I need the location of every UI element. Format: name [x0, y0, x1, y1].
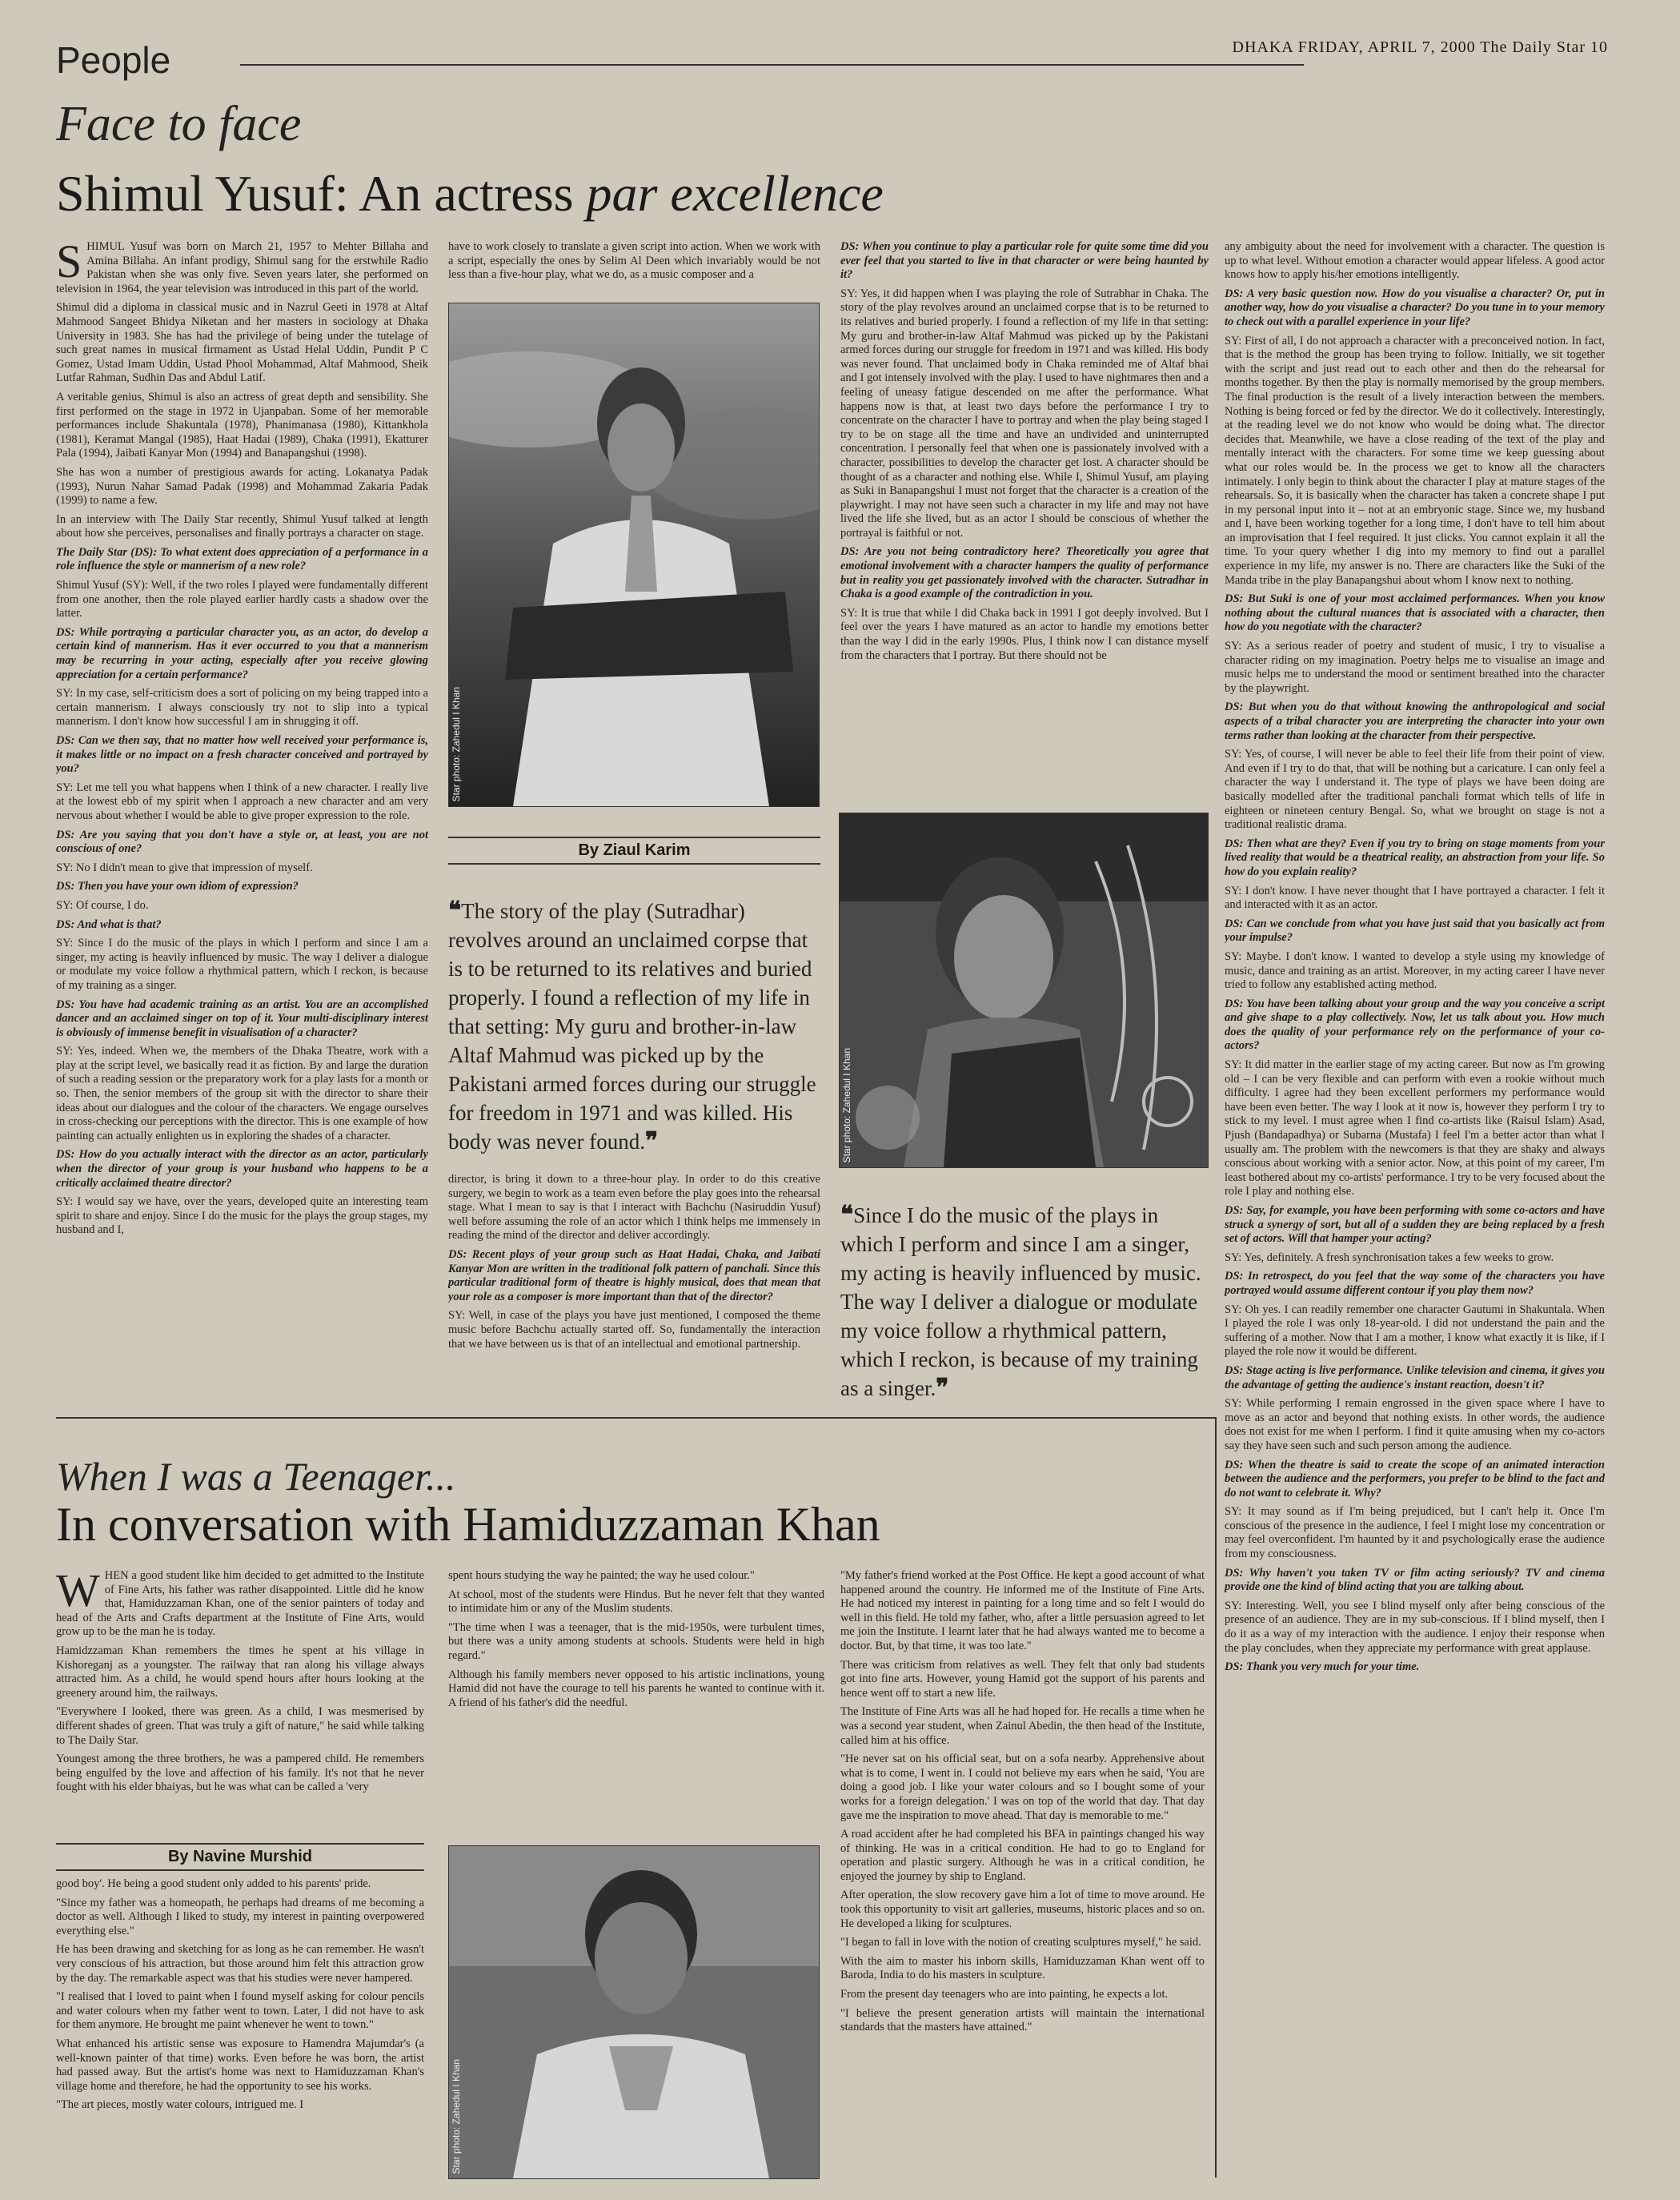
- body-paragraph: good boy'. He being a good student only added to his parents' pride.: [56, 1877, 371, 1890]
- interview-question: DS: When you continue to play a particular role for quite some time did you ever feel that you started to live in that character or were being haunted by it?: [840, 240, 1209, 282]
- body-paragraph: "The time when I was a teenager, that is the mid-1950s, were turbulent times, but there was a unity among students at schools. Students were held in high regard.": [448, 1620, 824, 1662]
- story2-column-3: [840, 1569, 1205, 2178]
- interview-answer: SY: Yes, of course, I will never be able to feel their life from their point of view. And even if I try to do that, that will be nothing but a caricature. I can only feel a character the way I understand it. The type of plays we have been doing are basically modelled after the traditional panchali format which tells of life in eighteen or nineteen century Bengal. So, what we brought on stage is not a traditional realistic drama.: [1225, 748, 1605, 832]
- drop-cap: S: [56, 240, 82, 287]
- body-paragraph: HEN a good student like him decided to get admitted to the Institute of Fine Arts, his father was rather disappointed. Little did he know that, Hamiduzzaman Khan, one of the senior painters of today and head of the Arts and Crafts department at the Institute of Fine Arts, would grow up to be the man he is today.: [56, 1569, 424, 1639]
- interview-question: DS: How do you actually interact with the director as an actor, particularly when the director of your group is your husband who happens to be a critically acclaimed theatre director?: [56, 1148, 428, 1190]
- pull-quote-1-text: The story of the play (Sutradhar) revolves around an unclaimed corpse that is to be returned to its relatives and buried properly. I found a reflection of my life in that setting: My guru and brother-in-law Altaf Mahmud was picked up by the Pakistani armed forces during our struggle for freedom in 1971 and was killed. His body was never found.: [448, 899, 816, 1154]
- photo-2-credit: Star photo: Zahedul I Khan: [841, 1047, 852, 1162]
- masthead-rule: [240, 64, 1304, 66]
- interview-answer: SY: Let me tell you what happens when I think of a new character. I really live at the lowest ebb of my spirit when I approach a new character and am very nervous about whether I would be able to give proper expression to the role.: [56, 781, 428, 822]
- photo-hamiduzzaman-khan: [448, 1845, 820, 2179]
- body-paragraph: Although his family members never opposed to his artistic inclinations, young Hamid did not have the courage to tell his parents he wanted to continue with it. A friend of his father's did the needful.: [448, 1668, 824, 1709]
- interview-answer: SY: Maybe. I don't know. I wanted to develop a style using my knowledge of music, dance and training as an artist. Moreover, in my acting career I have never tried to follow any established acting method.: [1225, 949, 1605, 992]
- pull-quote-1: [448, 897, 816, 1156]
- interview-question: The Daily Star (DS): To what extent does appreciation of a performance in a role influence the style or mannerism of a new role?: [56, 545, 428, 573]
- interview-answer: SY: Well, in case of the plays you have just mentioned, I composed the theme music before Bachchu actually started off. So, fundamentally the interaction that we have between us is that of an intellectual and emotional partnership.: [448, 1309, 820, 1351]
- body-paragraph: "The art pieces, mostly water colours, intrigued me. I: [56, 2098, 304, 2112]
- interview-question: DS: Can we conclude from what you have just said that you basically act from your impulse?: [1225, 917, 1605, 945]
- interview-answer: SY: It may sound as if I'm being prejudiced, but I can't help it. Once I'm conscious of the presence in the audience, I feel I might lose my concentration or may feel overconfident. I'm haunted by it and psychologically erase the audience from my consciousness.: [1225, 1505, 1605, 1561]
- interview-question: DS: While portraying a particular character you, as an actor, do develop a certain kind of mannerism. Has it ever occurred to you that a mannerism may be recurring in your acting, especially after you receive glowing appreciation for a certain performance?: [56, 625, 428, 681]
- headline-main: Shimul Yusuf: An actress: [56, 165, 574, 222]
- masthead: [56, 32, 1608, 80]
- interview-question: DS: Are you not being contradictory here? Theoretically you agree that emotional involvement with a character hampers the quality of performance but in reality you get passionately involved with the character. Sutradhar in Chaka is a good example of the contradiction in you.: [840, 545, 1209, 601]
- dateline: DHAKA FRIDAY, APRIL 7, 2000 The Daily Star 10: [1232, 38, 1608, 56]
- body-paragraph: "He never sat on his official seat, but on a sofa nearby. Apprehensive about what is to come, I went in. I could not believe my ears when he said, 'You are doing a good job. I like your water colours and so I bought some of your works for a foreign delegation.' I was on top of the world that day. That day gave me the inspiration to move ahead. That day is memorable to me.": [840, 1752, 1205, 1822]
- body-paragraph: HIMUL Yusuf was born on March 21, 1957 to Mehter Billaha and Amina Billaha. An infant prodigy, Shimul sang for the erstwhile Radio Pakistan when she was only five. Seven years later, she performed on television in 1964, the year television was introduced in this part of the world.: [56, 240, 428, 295]
- interview-question: DS: Stage acting is live performance. Unlike television and cinema, it gives you the advantage of getting the audience's instant reaction, doesn't it?: [1225, 1363, 1605, 1391]
- photo-3-image: [449, 1846, 819, 2178]
- story2-column-1: [56, 1569, 424, 1841]
- story1-column-1: [56, 240, 428, 1401]
- interview-question: DS: Then what are they? Even if you try to bring on stage moments from your lived reality that would be a theatrical reality, an abstraction from your life. So how do you explain reality?: [1225, 837, 1605, 878]
- body-paragraph: What enhanced his artistic sense was exposure to Hamendra Majumdar's (a well-known painter of that time) works. Even before he was born, the artist had passed away. But the artist's home was next to Hamiduzzaman Khan's village home and therefore, he had the opportunity to see his works.: [56, 2037, 424, 2093]
- body-paragraph: A road accident after he had completed his BFA in paintings changed his way of thinking. He was in a critical condition. He had to go to England for operation and plastic surgery. Although he was in a critical condition, he enjoyed the journey by ship to England.: [840, 1828, 1205, 1883]
- interview-answer: SY: I don't know. I have never thought that I have portrayed a character. I felt it and interacted with it as an actor.: [1225, 884, 1605, 912]
- story1-kicker: Face to face: [56, 97, 302, 151]
- interview-question: DS: You have had academic training as an artist. You are an accomplished dancer and an acclaimed singer on top of it. Your multi-disciplinary interest is obviously of immense benefit in visualisation of a character?: [56, 998, 428, 1039]
- photo-shimul-yusuf-2: [839, 813, 1209, 1168]
- drop-cap: W: [56, 1569, 100, 1616]
- body-paragraph: A veritable genius, Shimul is also an actress of great depth and sensibility. She first performed on the stage in 1972 in Ujanpaban. Some of her memorable performances include Shakuntala (1978), Phanimanasa (1980), Kittankhola (1981), Keramat Mangal (1985), Haat Hadai (1989), Chaka (1991), Ekatturer Pala (1994), Jaibati Kanyar Mon (1994) and Banapangshui (1998).: [56, 390, 428, 460]
- body-paragraph: director, is bring it down to a three-hour play. In order to do this creative surgery, we begin to work as a team even before the play goes into the rehearsal stage. What I mean to say is that I interact with Bachchu (Nasiruddin Yusuf) well before assuming the role of an actor which I think helps me immensely in reading the mind of the director and deliver accordingly.: [448, 1173, 820, 1243]
- body-paragraph: After operation, the slow recovery gave him a lot of time to move around. He took this opportunity to visit art galleries, museums, historic places and so on. He developed a liking for sculptures.: [840, 1889, 1205, 1930]
- body-paragraph: "I believe the present generation artists will maintain the international standards that the masters have attained.": [840, 2006, 1205, 2034]
- interview-answer: SY: Oh yes. I can readily remember one character Gautumi in Shakuntala. When I played the role I was only 18-year-old. I did not understand the pain and the suffering of a mother. Now that I am a mother, I know what exactly it is like, if I played the role now it would be different.: [1225, 1303, 1605, 1359]
- story2-headline: In conversation with Hamiduzzaman Khan: [56, 1498, 880, 1551]
- interview-question: DS: Recent plays of your group such as Haat Hadai, Chaka, and Jaibati Kanyar Mon are written in the traditional folk pattern of panchali. Since this particular traditional form of theatre is highly musical, does that mean that your role as a composer is more important than that of the director?: [448, 1247, 820, 1303]
- interview-question: DS: Thank you very much for your time.: [1225, 1660, 1420, 1674]
- column-separator: [1215, 1417, 1217, 2178]
- pull-quote-2: [840, 1201, 1209, 1403]
- interview-answer: SY: As a serious reader of poetry and student of music, I try to visualise a character riding on my imagination. Poetry helps me to visualise an image and music helps me to understand the mood or sentiment breathed into the character by the playwright.: [1225, 640, 1605, 695]
- story1-column-3: [840, 240, 1209, 793]
- story2-column-2: [448, 1569, 824, 1841]
- photo-shimul-yusuf-1: [448, 303, 820, 807]
- interview-question: DS: Are you saying that you don't have a style or, at least, you are not conscious of one?: [56, 828, 428, 856]
- photo-2-image: [840, 813, 1208, 1167]
- body-paragraph: Hamidzzaman Khan remembers the times he spent at his village in Kishoreganj as a youngster. The railway that ran along his village always attracted him. As a child, he would spend hours after hours looking at the greenery around him, the railways.: [56, 1644, 424, 1700]
- interview-answer: SY: I would say we have, over the years, developed quite an interesting team spirit to share and enjoy. Since I do the music for the plays the group stages, my husband and I,: [56, 1195, 428, 1237]
- story2-kicker: When I was a Teenager...: [56, 1454, 456, 1499]
- interview-question: DS: Why haven't you taken TV or film acting seriously? TV and cinema provide one the kind of blind acting that you are talking about.: [1225, 1566, 1605, 1594]
- photo-1-credit: Star photo: Zahedul I Khan: [451, 686, 462, 801]
- body-paragraph: He has been drawing and sketching for as long as he can remember. He wasn't very conscious of his attraction, but those around him felt this attraction grow by the day. The remarkable aspect was that his studies were never hampered.: [56, 1943, 424, 1985]
- body-paragraph: Shimul did a diploma in classical music and in Nazrul Geeti in 1978 at Altaf Mahmood Sangeet Bhidya Niketan and her masters in sociology at Dhaka University in 1983. She has had the privilege of being under the tutelage of such great names in musical firmament as Ustad Helal Uddin, Pundit P C Gomez, Ustad Imam Uddin, Ustad Phool Mohammad, Altaf Mahmood, Sheik Lutfar Rahman, Sudhin Das and Abdul Latif.: [56, 301, 428, 385]
- story1-column-4: [1225, 240, 1605, 2178]
- story2-byline: By Navine Murshid: [56, 1843, 424, 1871]
- interview-question: DS: But Suki is one of your most acclaimed performances. When you know nothing about the cultural nuances that is associated with a character, then how do you negotiate with the character?: [1225, 592, 1605, 634]
- body-paragraph: There was criticism from relatives as well. They felt that only bad students got into fine arts. However, young Hamid got the support of his parents and hence went off to start a new life.: [840, 1658, 1205, 1700]
- close-quote-icon: ❞: [936, 1375, 949, 1401]
- photo-1-image: [449, 303, 819, 806]
- interview-answer: SY: It did matter in the earlier stage of my acting career. But now as I'm growing old – I can be very flexible and can perform with even a rookie without much difficulty. I agree had they been excellent performers my performance would have been even better. The way I look at it now is, however they perform I try to stick to my level. I must agree when I find co-artists like (Raisul Islam) Asad, Pjush (Bandapadhya) or Subarna (Mustafa) I feel I'm a better actor than what I usually am. The problem with the newcomers is that they are shaky and always conscious about working with a senior actor. Now, at this point of my career, I'm least bothered about my co-artists' performance. I try to be very focused about the role I play and nothing else.: [1225, 1058, 1605, 1198]
- interview-question: DS: Can we then say, that no matter how well received your performance is, it makes little or no impact on a fresh character conceived and portrayed by you?: [56, 734, 428, 776]
- interview-answer: SY: Since I do the music of the plays in which I perform and since I am a singer, my acting is heavily influenced by music. The way I deliver a dialogue or modulate my voice follow a rhythmical pattern, which I reckon, is because of my training as a singer.: [56, 937, 428, 992]
- story1-column-2-top: have to work closely to translate a given script into action. When we work with a script, especially the ones by Selim Al Deen which invariably would be not less than a five-hour play, what we do, as a music composer and a: [448, 240, 820, 282]
- story1-byline: By Ziaul Karim: [448, 837, 820, 865]
- story1-headline: [56, 164, 884, 223]
- interview-answer: SY: Yes, indeed. When we, the members of the Dhaka Theatre, work with a play at the script level, we basically read it as fiction. By and large the duration of such a reading session or the preparatory work for a play lasts for a month or so. Then, the senior members of the group sit with the director to share their ideas about our dialogues and the colour of the characters. We engage ourselves in cross-checking our perceptions with the director. This is one example of how painting can actually enlighten us in exploring the shades of a character.: [56, 1045, 428, 1142]
- body-paragraph: Youngest among the three brothers, he was a pampered child. He remembers being engulfed by the love and affection of his family. It's not that he never fought with his elder bhaiyas, but he was what can be called a 'very: [56, 1752, 424, 1794]
- interview-answer: SY: Yes, definitely. A fresh synchronisation takes a few weeks to grow.: [1225, 1251, 1554, 1264]
- body-paragraph: spent hours studying the way he painted; the way he used colour.": [448, 1569, 755, 1582]
- interview-answer: SY: No I didn't mean to give that impression of myself.: [56, 861, 313, 874]
- interview-answer: SY: While performing I remain engrossed in the given space where I have to move as an actor and beyond that nothing exists. In other words, the audience does not exist for me when I perform. I find it quite amusing when my co-actors say they have seen such and such person among the audience.: [1225, 1397, 1605, 1452]
- body-paragraph: In an interview with The Daily Star recently, Shimul Yusuf talked at length about how she perceives, personalises and finally portrays a character on stage.: [56, 512, 428, 540]
- interview-answer: Shimul Yusuf (SY): Well, if the two roles I played were fundamentally different from one another, then the role played earlier hardly casts a shadow over the latter.: [56, 579, 428, 620]
- body-paragraph: She has won a number of prestigious awards for acting. Lokanatya Padak (1993), Nurun Nahar Samad Padak (1998) and Mohammad Zakaria Padak (1999) to name a few.: [56, 465, 428, 508]
- body-paragraph: "I began to fall in love with the notion of creating sculptures myself," he said.: [840, 1936, 1201, 1949]
- body-paragraph: The Institute of Fine Arts was all he had hoped for. He recalls a time when he was a second year student, when Zainul Abedin, the then head of the Institute, called him at his office.: [840, 1705, 1205, 1747]
- body-paragraph: With the aim to master his inborn skills, Hamiduzzaman Khan went off to Baroda, India to do his masters in sculpture.: [840, 1954, 1205, 1982]
- interview-question: DS: A very basic question now. How do you visualise a character? Or, put in another way, how do you visualise a character? Do you tune in to your memory to check out with a parallel experience in your life?: [1225, 287, 1605, 328]
- interview-question: DS: You have been talking about your group and the way you conceive a script and give shape to a play collectively. Now, let us talk about you. How much does the quality of your performance rely on the performance of your co-actors?: [1225, 997, 1605, 1053]
- interview-question: DS: But when you do that without knowing the anthropological and social aspects of a tribal character you are interpreting the character into your own terms rather than looking at the character from their perspective.: [1225, 701, 1605, 742]
- open-quote-icon: ❝: [448, 897, 462, 924]
- headline-italic: par excellence: [586, 165, 884, 222]
- close-quote-icon: ❞: [644, 1128, 659, 1154]
- body-paragraph: "My father's friend worked at the Post Office. He kept a good account of what happened around the country. He informed me of the Institute of Fine Arts. He had noticed my interest in painting for a long time and so felt I would do well in this field. He told my father, who, after a little persuasion agreed to let me join the Institute. I learnt later that he had always wanted me to become a doctor. But, by that time, it was too late.": [840, 1569, 1205, 1652]
- interview-answer: SY: Of course, I do.: [56, 898, 149, 912]
- story2-column-1-bottom: [56, 1877, 424, 2178]
- body-paragraph: "Everywhere I looked, there was green. As a child, I was mesmerised by different shades of green. That was truly a gift of nature," he said while talking to The Daily Star.: [56, 1705, 424, 1747]
- interview-answer: SY: In my case, self-criticism does a sort of policing on my being trapped into a certain mannerism. I always consciously try not to slip into a typical mannerism. I don't know how successful I am in shrugging it off.: [56, 687, 428, 729]
- body-paragraph: "Since my father was a homeopath, he perhaps had dreams of me becoming a doctor as well. Although I liked to study, my interest in painting overpowered everything else.": [56, 1896, 424, 1937]
- interview-question: DS: In retrospect, do you feel that the way some of the characters you have portrayed would assume different contour if you play them now?: [1225, 1270, 1605, 1297]
- section-title: People: [56, 39, 171, 81]
- open-quote-icon: ❝: [840, 1202, 854, 1228]
- story1-column-2-bottom: [448, 1173, 820, 1401]
- interview-question: DS: When the theatre is said to create the scope of an animated interaction between the audience and the performers, you prefer to be blind to the fact and do not want to celebrate it. Why?: [1225, 1458, 1605, 1499]
- interview-question: DS: Say, for example, you have been performing with some co-actors and have struck a synergy of sort, but all of a sudden they are being replaced by a fresh set of actors. Will that hamper your acting?: [1225, 1204, 1605, 1246]
- photo-3-credit: Star photo: Zahedul I Khan: [451, 2058, 462, 2174]
- interview-question: DS: Then you have your own idiom of expression?: [56, 880, 299, 893]
- pull-quote-2-text: Since I do the music of the plays in which I perform and since I am a singer, my acting is heavily influenced by music. The way I deliver a dialogue or modulate my voice follow a rhythmical pattern, which I reckon, is because of my training as a singer.: [840, 1203, 1201, 1400]
- interview-answer: SY: Yes, it did happen when I was playing the role of Sutrabhar in Chaka. The story of the play revolves around an unclaimed corpse that is to be returned to its relatives and buried properly. I found a reflection of my life in that setting: My guru and brother-in-law Altaf Mahmud was picked up by the Pakistani armed forces during our struggle for freedom in 1971 and was killed. His body was never found. That unclaimed body in Chaka reminded me of Altaf bhai and I got intensely involved with the play. I used to have nightmares then and a feeling of uneasy fatigue descended on me after the performance. What happens now is that, at least two days before the performance I try to concentrate on the character I have to portray and when the play being staged I try to be on stage all the time and have an undivided and uninterrupted concentration. I personally feel that when one is passionately involved with a character, possibilities to develop the character get lost. A character should be thought of as a character and nothing else. While I, Shimul Yusuf, am playing as Suki in Banapangshui I must not forget that the character is a creation of the playwright. I may not have seen such a character in my life and may not have lived the life she lived, but as an actor I should be conscious of whether the portrayal is faithful or not.: [840, 287, 1209, 540]
- body-paragraph: any ambiguity about the need for involvement with a character. The question is up to what level. Without emotion a character would appear lifeless. A good actor knows how to apply his/her emotions intelligently.: [1225, 240, 1605, 282]
- interview-answer: SY: It is true that while I did Chaka back in 1991 I got deeply involved. But I feel over the years I have matured as an actor to handle my emotions better than the way I did in the early 1990s. Plus, I think now I can distance myself from the characters that I portray. But there should not be: [840, 606, 1209, 662]
- interview-answer: SY: First of all, I do not approach a character with a preconceived notion. In fact, that is the method the group has been trying to follow. Initially, we sit together with the script and just read out to each other and then do the rehearsal for months together. By then the play is normally memorised by the group members. The final production is the result of a lively interaction between the members. Nothing is being forced or fed by the director. We do it collectively. Interestingly, at the reading level we do not know who would be doing what. The director decides that. Meanwhile, we have a close reading of the text of the play and mentally interact with the characters. For some time we keep guessing about what our roles would be. In the process we get to know all the characters intimately. I only begin to think about the character I play at mature stages of the rehearsals. So, it is basically when the character has taken a concrete shape I put in my personal input into it – not at an embryonic stage. Since we, my husband and I, have been working together for a long time, I don't have to tell him about an improvisation that I feel required. It just clicks. You cannot explain it all the time. To your query whether I dig into my memory to find out a parallel experience in my life, my answer is no. There are characters like the Suki of the Manda tribe in the play Banapangshui about whom I know next to nothing.: [1225, 334, 1605, 587]
- body-paragraph: From the present day teenagers who are into painting, he expects a lot.: [840, 1988, 1169, 2001]
- story-separator: [56, 1417, 1217, 1419]
- body-paragraph: "I realised that I loved to paint when I found myself asking for colour pencils and water colours when my father went to town. Later, I did not have to ask for them anymore. He brought me paint whenever he went to town.": [56, 1990, 424, 2032]
- body-paragraph: At school, most of the students were Hindus. But he never felt that they wanted to intimidate him or any of the Muslim students.: [448, 1588, 824, 1616]
- interview-question: DS: And what is that?: [56, 917, 162, 931]
- interview-answer: SY: Interesting. Well, you see I blind myself only after being conscious of the presence of an audience. They are in my sub-conscious. If I blind myself, then I do it as a way of my interaction with the audience. I enjoy their response when the play concludes, when they appreciate my performance with great applause.: [1225, 1599, 1605, 1655]
